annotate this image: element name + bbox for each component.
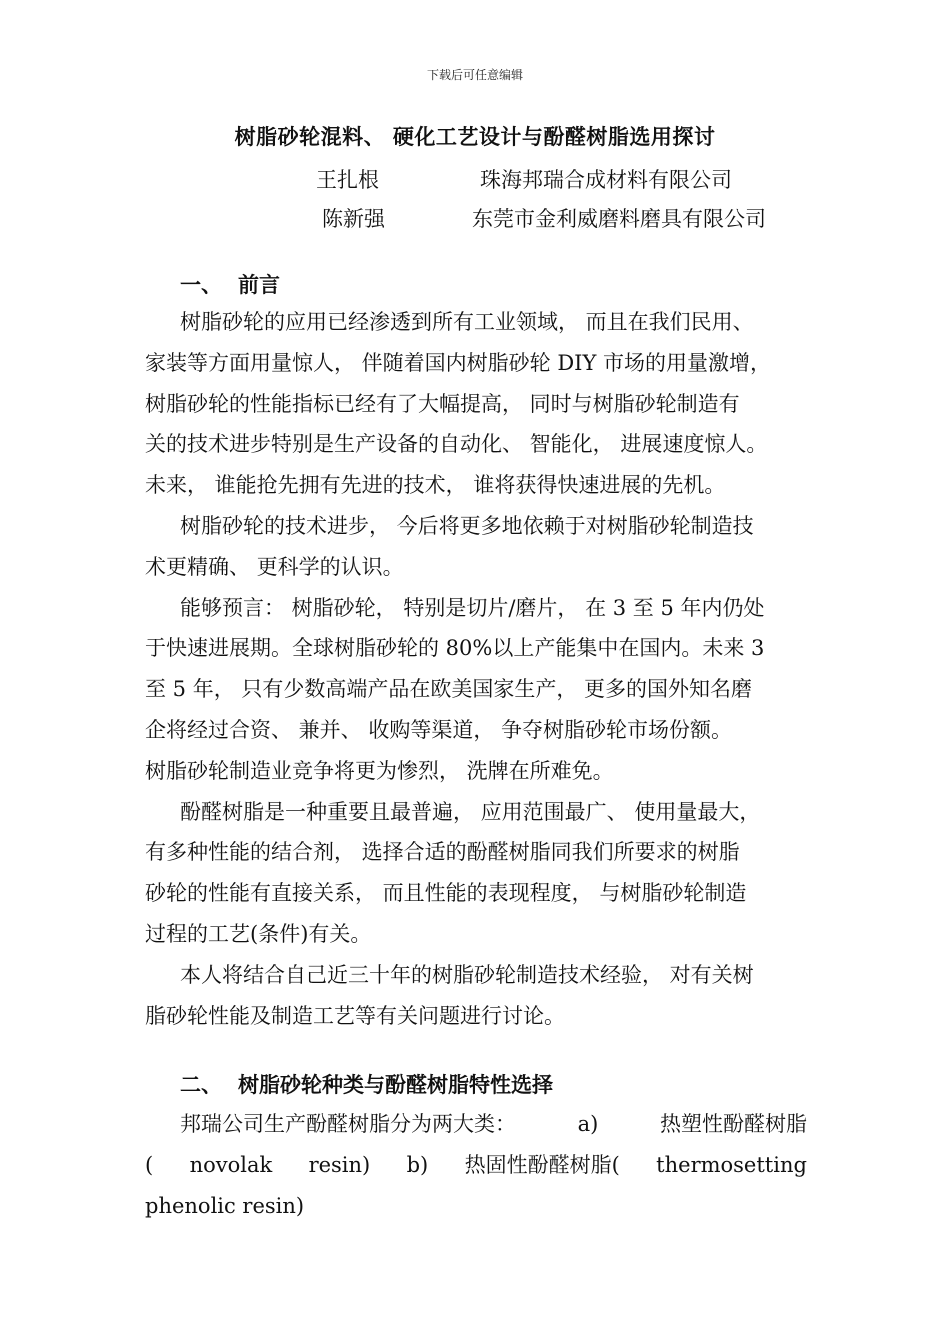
text-part: resin): [308, 1152, 371, 1177]
paragraph-line: 能够预言： 树脂砂轮， 特别是切片/磨片， 在 3 至 5 年内仍处: [180, 595, 765, 620]
paragraph-line: [145, 1145, 807, 1186]
paragraph-line: 未来， 谁能抢先拥有先进的技术， 谁将获得快速进展的先机。: [145, 473, 726, 498]
section-1-body: [145, 302, 825, 1036]
paragraph-line: 至 5 年， 只有少数高端产品在欧美国家生产， 更多的国外知名磨: [145, 677, 753, 702]
section-heading-2: [180, 1069, 553, 1099]
text-part: 热塑性酚醛树脂: [660, 1112, 807, 1136]
text-part: 热固性酚醛树脂(: [464, 1152, 620, 1177]
author-name: 王扎根: [316, 168, 379, 192]
paragraph-line: 于快速进展期。全球树脂砂轮的 80%以上产能集中在国内。未来 3: [145, 636, 765, 661]
paragraph-line: 脂砂轮性能及制造工艺等有关问题进行讨论。: [145, 1003, 565, 1028]
author-name: 陈新强: [322, 207, 385, 231]
paragraph-line: 酚醛树脂是一种重要且最普遍， 应用范围最广、 使用量最大，: [180, 799, 761, 824]
text-part: (: [145, 1152, 154, 1177]
text-part: thermosetting: [656, 1152, 807, 1177]
paragraph-line: 企将经过合资、 兼并、 收购等渠道， 争夺树脂砂轮市场份额。: [145, 717, 733, 742]
paragraph-line: 过程的工艺(条件)有关。: [145, 921, 372, 946]
section-number: 二、: [180, 1072, 222, 1097]
author-row-1: [316, 164, 816, 194]
paragraph-line: 本人将结合自己近三十年的树脂砂轮制造技术经验， 对有关树: [180, 962, 754, 987]
text-part: a): [577, 1112, 599, 1136]
paragraph-line: 树脂砂轮制造业竞争将更为惨烈， 洗牌在所难免。: [145, 758, 614, 783]
paragraph-line: phenolic resin): [145, 1193, 305, 1218]
paragraph-line: 关的技术进步特别是生产设备的自动化、 智能化， 进展速度惊人。: [145, 432, 768, 457]
section-number: 一、: [180, 272, 222, 297]
text-part: novolak: [189, 1152, 273, 1177]
paragraph-line: 树脂砂轮的技术进步， 今后将更多地依赖于对树脂砂轮制造技: [180, 513, 754, 538]
header-note: 下载后可任意编辑: [426, 68, 523, 82]
paragraph-line: 砂轮的性能有直接关系， 而且性能的表现程度， 与树脂砂轮制造: [145, 881, 747, 906]
section-2-body: [145, 1104, 825, 1226]
author-organization: 东莞市金利威磨料磨具有限公司: [472, 207, 766, 231]
text-part: b): [406, 1152, 429, 1177]
author-organization: 珠海邦瑞合成材料有限公司: [480, 168, 732, 192]
author-row-2: [322, 203, 822, 233]
paragraph-line: [145, 1104, 807, 1145]
document-title: 树脂砂轮混料、 硬化工艺设计与酚醛树脂选用探讨: [234, 124, 716, 149]
paragraph-line: 有多种性能的结合剂， 选择合适的酚醛树脂同我们所要求的树脂: [145, 840, 740, 865]
section-title: 树脂砂轮种类与酚醛树脂特性选择: [238, 1072, 553, 1097]
paragraph-line: 术更精确、 更科学的认识。: [145, 554, 404, 579]
text-part: 邦瑞公司生产酚醛树脂分为两大类：: [180, 1112, 516, 1136]
section-heading-1: [180, 269, 280, 299]
paragraph-line: 树脂砂轮的性能指标已经有了大幅提高， 同时与树脂砂轮制造有: [145, 391, 740, 416]
paragraph-line: 树脂砂轮的应用已经渗透到所有工业领域， 而且在我们民用、: [180, 310, 754, 334]
paragraph-line: 家装等方面用量惊人， 伴随着国内树脂砂轮 DIY 市场的用量激增，: [145, 350, 772, 375]
section-title: 前言: [238, 272, 280, 297]
